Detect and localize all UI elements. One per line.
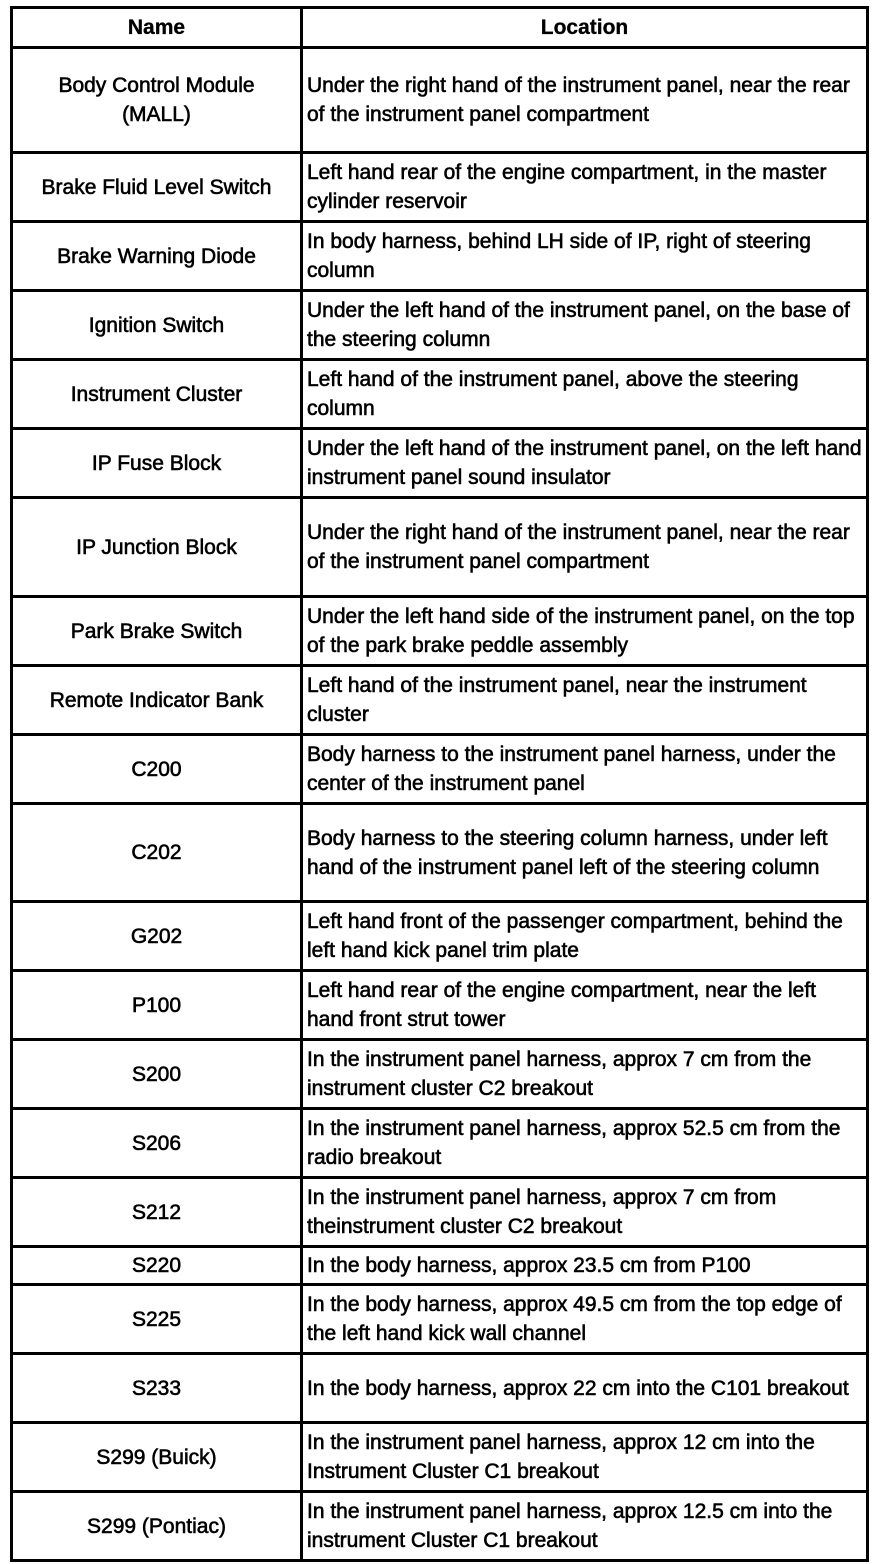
component-name: P100	[12, 971, 302, 1040]
component-name: C202	[12, 804, 302, 902]
table-row	[12, 1178, 868, 1247]
component-name: S206	[12, 1109, 302, 1178]
component-location: Under the left hand of the instrument panel, on the left hand instrument panel sound insulator	[302, 429, 868, 498]
component-location: Under the left hand of the instrument panel, on the base of the steering column	[302, 291, 868, 360]
table-row	[12, 48, 868, 153]
component-name: Body Control Module (MALL)	[12, 48, 302, 153]
component-name: S299 (Pontiac)	[12, 1492, 302, 1561]
component-location: In the body harness, approx 22 cm into the C101 breakout	[302, 1354, 868, 1423]
component-name: Brake Fluid Level Switch	[12, 153, 302, 222]
component-location: Left hand rear of the engine compartment, in the master cylinder reservoir	[302, 153, 868, 222]
component-name: Park Brake Switch	[12, 597, 302, 666]
component-location: In the body harness, approx 23.5 cm from P100	[302, 1247, 868, 1285]
component-location: Body harness to the steering column harness, under left hand of the instrument panel left of the steering column	[302, 804, 868, 902]
component-name: IP Fuse Block	[12, 429, 302, 498]
table-body	[12, 48, 868, 1561]
component-name: S212	[12, 1178, 302, 1247]
component-location: In the instrument panel harness, approx 7 cm from theinstrument cluster C2 breakout	[302, 1178, 868, 1247]
component-location: In the instrument panel harness, approx 12.5 cm into the instrument Cluster C1 breakout	[302, 1492, 868, 1561]
component-location: In the instrument panel harness, approx 7 cm from the instrument cluster C2 breakout	[302, 1040, 868, 1109]
header-row	[12, 8, 868, 48]
table-row	[12, 1040, 868, 1109]
component-name: C200	[12, 735, 302, 804]
component-name: G202	[12, 902, 302, 971]
component-name: Ignition Switch	[12, 291, 302, 360]
component-name: IP Junction Block	[12, 498, 302, 597]
component-location: Left hand front of the passenger compartment, behind the left hand kick panel trim plate	[302, 902, 868, 971]
component-name: Remote Indicator Bank	[12, 666, 302, 735]
location-column-header: Location	[302, 8, 868, 48]
table-row	[12, 735, 868, 804]
component-name: S299 (Buick)	[12, 1423, 302, 1492]
component-name: S220	[12, 1247, 302, 1285]
table-row	[12, 1492, 868, 1561]
table-row	[12, 666, 868, 735]
table-row	[12, 291, 868, 360]
table-row	[12, 1285, 868, 1354]
component-name: S225	[12, 1285, 302, 1354]
table-row	[12, 902, 868, 971]
component-location: In the instrument panel harness, approx 12 cm into the Instrument Cluster C1 breakout	[302, 1423, 868, 1492]
component-location: Left hand rear of the engine compartment, near the left hand front strut tower	[302, 971, 868, 1040]
table-row	[12, 429, 868, 498]
component-location: Left hand of the instrument panel, above the steering column	[302, 360, 868, 429]
component-location: In the instrument panel harness, approx 52.5 cm from the radio breakout	[302, 1109, 868, 1178]
component-name: S233	[12, 1354, 302, 1423]
name-column-header: Name	[12, 8, 302, 48]
component-name: Brake Warning Diode	[12, 222, 302, 291]
component-location-table	[10, 6, 869, 1562]
component-location: Under the right hand of the instrument panel, near the rear of the instrument panel compartment	[302, 498, 868, 597]
component-name: S200	[12, 1040, 302, 1109]
table-row	[12, 498, 868, 597]
component-name: Instrument Cluster	[12, 360, 302, 429]
table-row	[12, 360, 868, 429]
component-location: In the body harness, approx 49.5 cm from the top edge of the left hand kick wall channel	[302, 1285, 868, 1354]
component-location: Body harness to the instrument panel harness, under the center of the instrument panel	[302, 735, 868, 804]
table-row	[12, 1423, 868, 1492]
table-row	[12, 597, 868, 666]
table-row	[12, 1109, 868, 1178]
table-row	[12, 1354, 868, 1423]
component-location: Left hand of the instrument panel, near the instrument cluster	[302, 666, 868, 735]
table-row	[12, 971, 868, 1040]
table-row	[12, 1247, 868, 1285]
component-location: In body harness, behind LH side of IP, right of steering column	[302, 222, 868, 291]
table-row	[12, 804, 868, 902]
component-location: Under the right hand of the instrument panel, near the rear of the instrument panel compartment	[302, 48, 868, 153]
table-row	[12, 222, 868, 291]
table-row	[12, 153, 868, 222]
component-location: Under the left hand side of the instrument panel, on the top of the park brake peddle assembly	[302, 597, 868, 666]
